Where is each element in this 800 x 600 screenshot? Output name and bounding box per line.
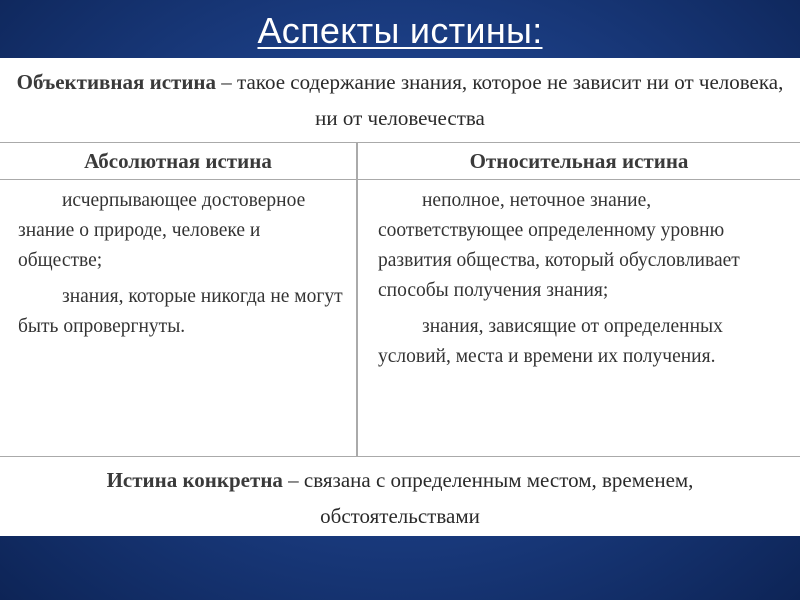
- objective-truth-term: Объективная истина: [16, 70, 217, 94]
- column-header-row: [0, 143, 800, 180]
- objective-truth-text: такое содержание знания, которое не зависит ни от человека, ни от человечества: [237, 70, 784, 130]
- truth-aspects-table: [0, 58, 800, 536]
- absolute-truth-header: Абсолютная истина: [84, 149, 272, 173]
- relative-truth-item: неполное, неточное знание, соответствующее определенному уровню развития общества, который обусловливает способы получения знания;: [378, 190, 740, 301]
- concrete-truth-definition: [40, 462, 760, 534]
- concrete-truth-dash: –: [282, 468, 304, 492]
- absolute-truth-cell: [18, 186, 348, 348]
- concrete-truth-term: Истина конкретна: [106, 468, 283, 492]
- concrete-truth-text: связана с определенным местом, временем, обстоятельствами: [303, 468, 694, 528]
- absolute-truth-item: исчерпывающее достоверное знание о природе, человеке и обществе;: [18, 190, 306, 271]
- concrete-truth-row: [0, 457, 800, 536]
- slide-title: Аспекты истины:: [257, 10, 543, 51]
- objective-truth-definition: [6, 64, 794, 136]
- objective-truth-dash: –: [216, 70, 238, 94]
- relative-truth-item: знания, зависящие от определенных условий, места и времени их получения.: [378, 316, 723, 367]
- column-divider: [356, 143, 358, 457]
- objective-truth-row: [0, 58, 800, 143]
- relative-truth-cell: [378, 186, 788, 378]
- definitions-row: [0, 180, 800, 457]
- relative-truth-header: Относительная истина: [469, 149, 689, 173]
- absolute-truth-item: знания, которые никогда не могут быть опровергнуты.: [18, 286, 343, 337]
